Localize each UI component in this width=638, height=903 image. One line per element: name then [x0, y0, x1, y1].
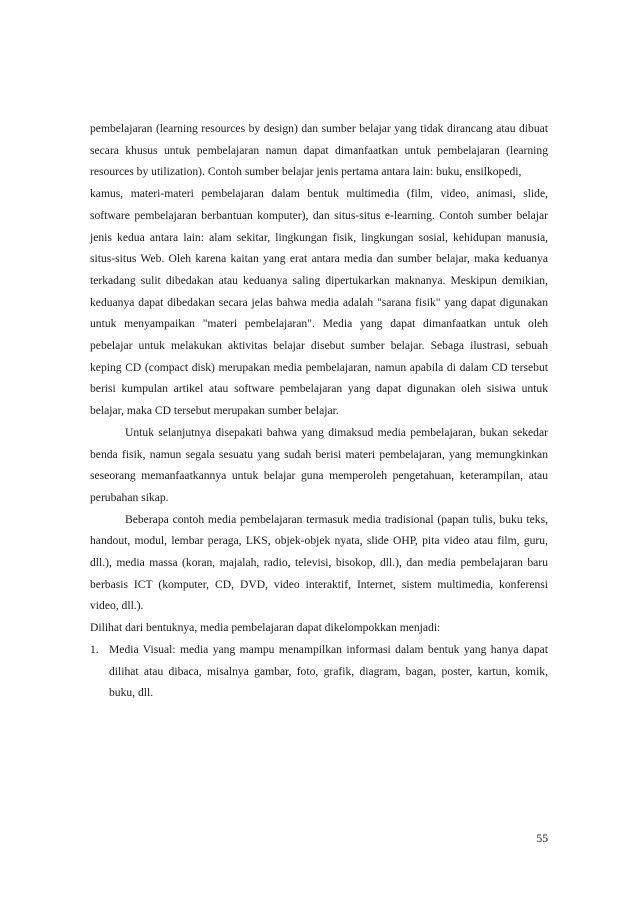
paragraph: pembelajaran (learning resources by design) dan sumber belajar yang tidak dirancang atau dibuat secara khusus untuk pembelajaran namun dapat dimanfaatkan untuk pembelajaran (learning resources by utilization). Contoh sumber belajar jenis pertama antara lain: buku, ensilkopedi,	[90, 122, 548, 179]
list-item-number: 1.	[90, 642, 99, 656]
body-text	[90, 118, 548, 704]
page-number: 55	[536, 832, 548, 845]
list-item-text: Media Visual: media yang mampu menampilkan informasi dalam bentuk yang hanya dapat dilihat atau dibaca, misalnya gambar, foto, grafik, diagram, bagan, poster, kartun, komik, buku, dll.	[109, 642, 548, 700]
paragraph: Untuk selanjutnya disepakati bahwa yang dimaksud media pembelajaran, bukan sekedar benda fisik, namun segala sesuatu yang sudah berisi materi pembelajaran, yang memungkinkan seseorang memanfaatkannya untuk belajar guna memperoleh pengetahuan, keterampilan, atau perubahan sikap.	[90, 425, 548, 504]
paragraph: kamus, materi-materi pembelajaran dalam bentuk multimedia (film, video, animasi, slide, software pembelajaran berbantuan komputer), dan situs-situs e-learning. Contoh sumber belajar jenis kedua antara lain: alam sekitar, lingkungan fisik, lingkungan sosial, kehidupan manusia, situs-situs Web. Oleh karena kaitan yang erat antara media dan sumber belajar, maka keduanya terkadang sulit dibedakan atau keduanya saling dipertukarkan maknanya. Meskipun demikian, keduanya dapat dibedakan secara jelas bahwa media adalah "sarana fisik" yang dapat digunakan untuk menyampaikan "materi pembelajaran". Media yang dapat dimanfaatkan untuk oleh pebelajar untuk melakukan aktivitas belajar disebut sumber belajar. Sebaga ilustrasi, sebuah keping CD (compact disk) merupakan media pembelajaran, namun apabila di dalam CD tersebut berisi kumpulan artikel atau software pembelajaran yang dapat digunakan oleh sisiwa untuk belajar, maka CD tersebut merupakan sumber belajar.	[90, 187, 548, 418]
paragraph: Beberapa contoh media pembelajaran termasuk media tradisional (papan tulis, buku teks, handout, modul, lembar peraga, LKS, objek-objek nyata, slide OHP, pita video atau film, guru, dll.), media massa (koran, majalah, radio, televisi, bisokop, dll.), dan media pembelajaran baru berbasis ICT (komputer, CD, DVD, video interaktif, Internet, sistem multimedia, konferensi video, dll.).	[90, 512, 548, 613]
paragraph: Dilihat dari bentuknya, media pembelajaran dapat dikelompokkan menjadi:	[90, 621, 441, 635]
list-item	[90, 639, 548, 704]
